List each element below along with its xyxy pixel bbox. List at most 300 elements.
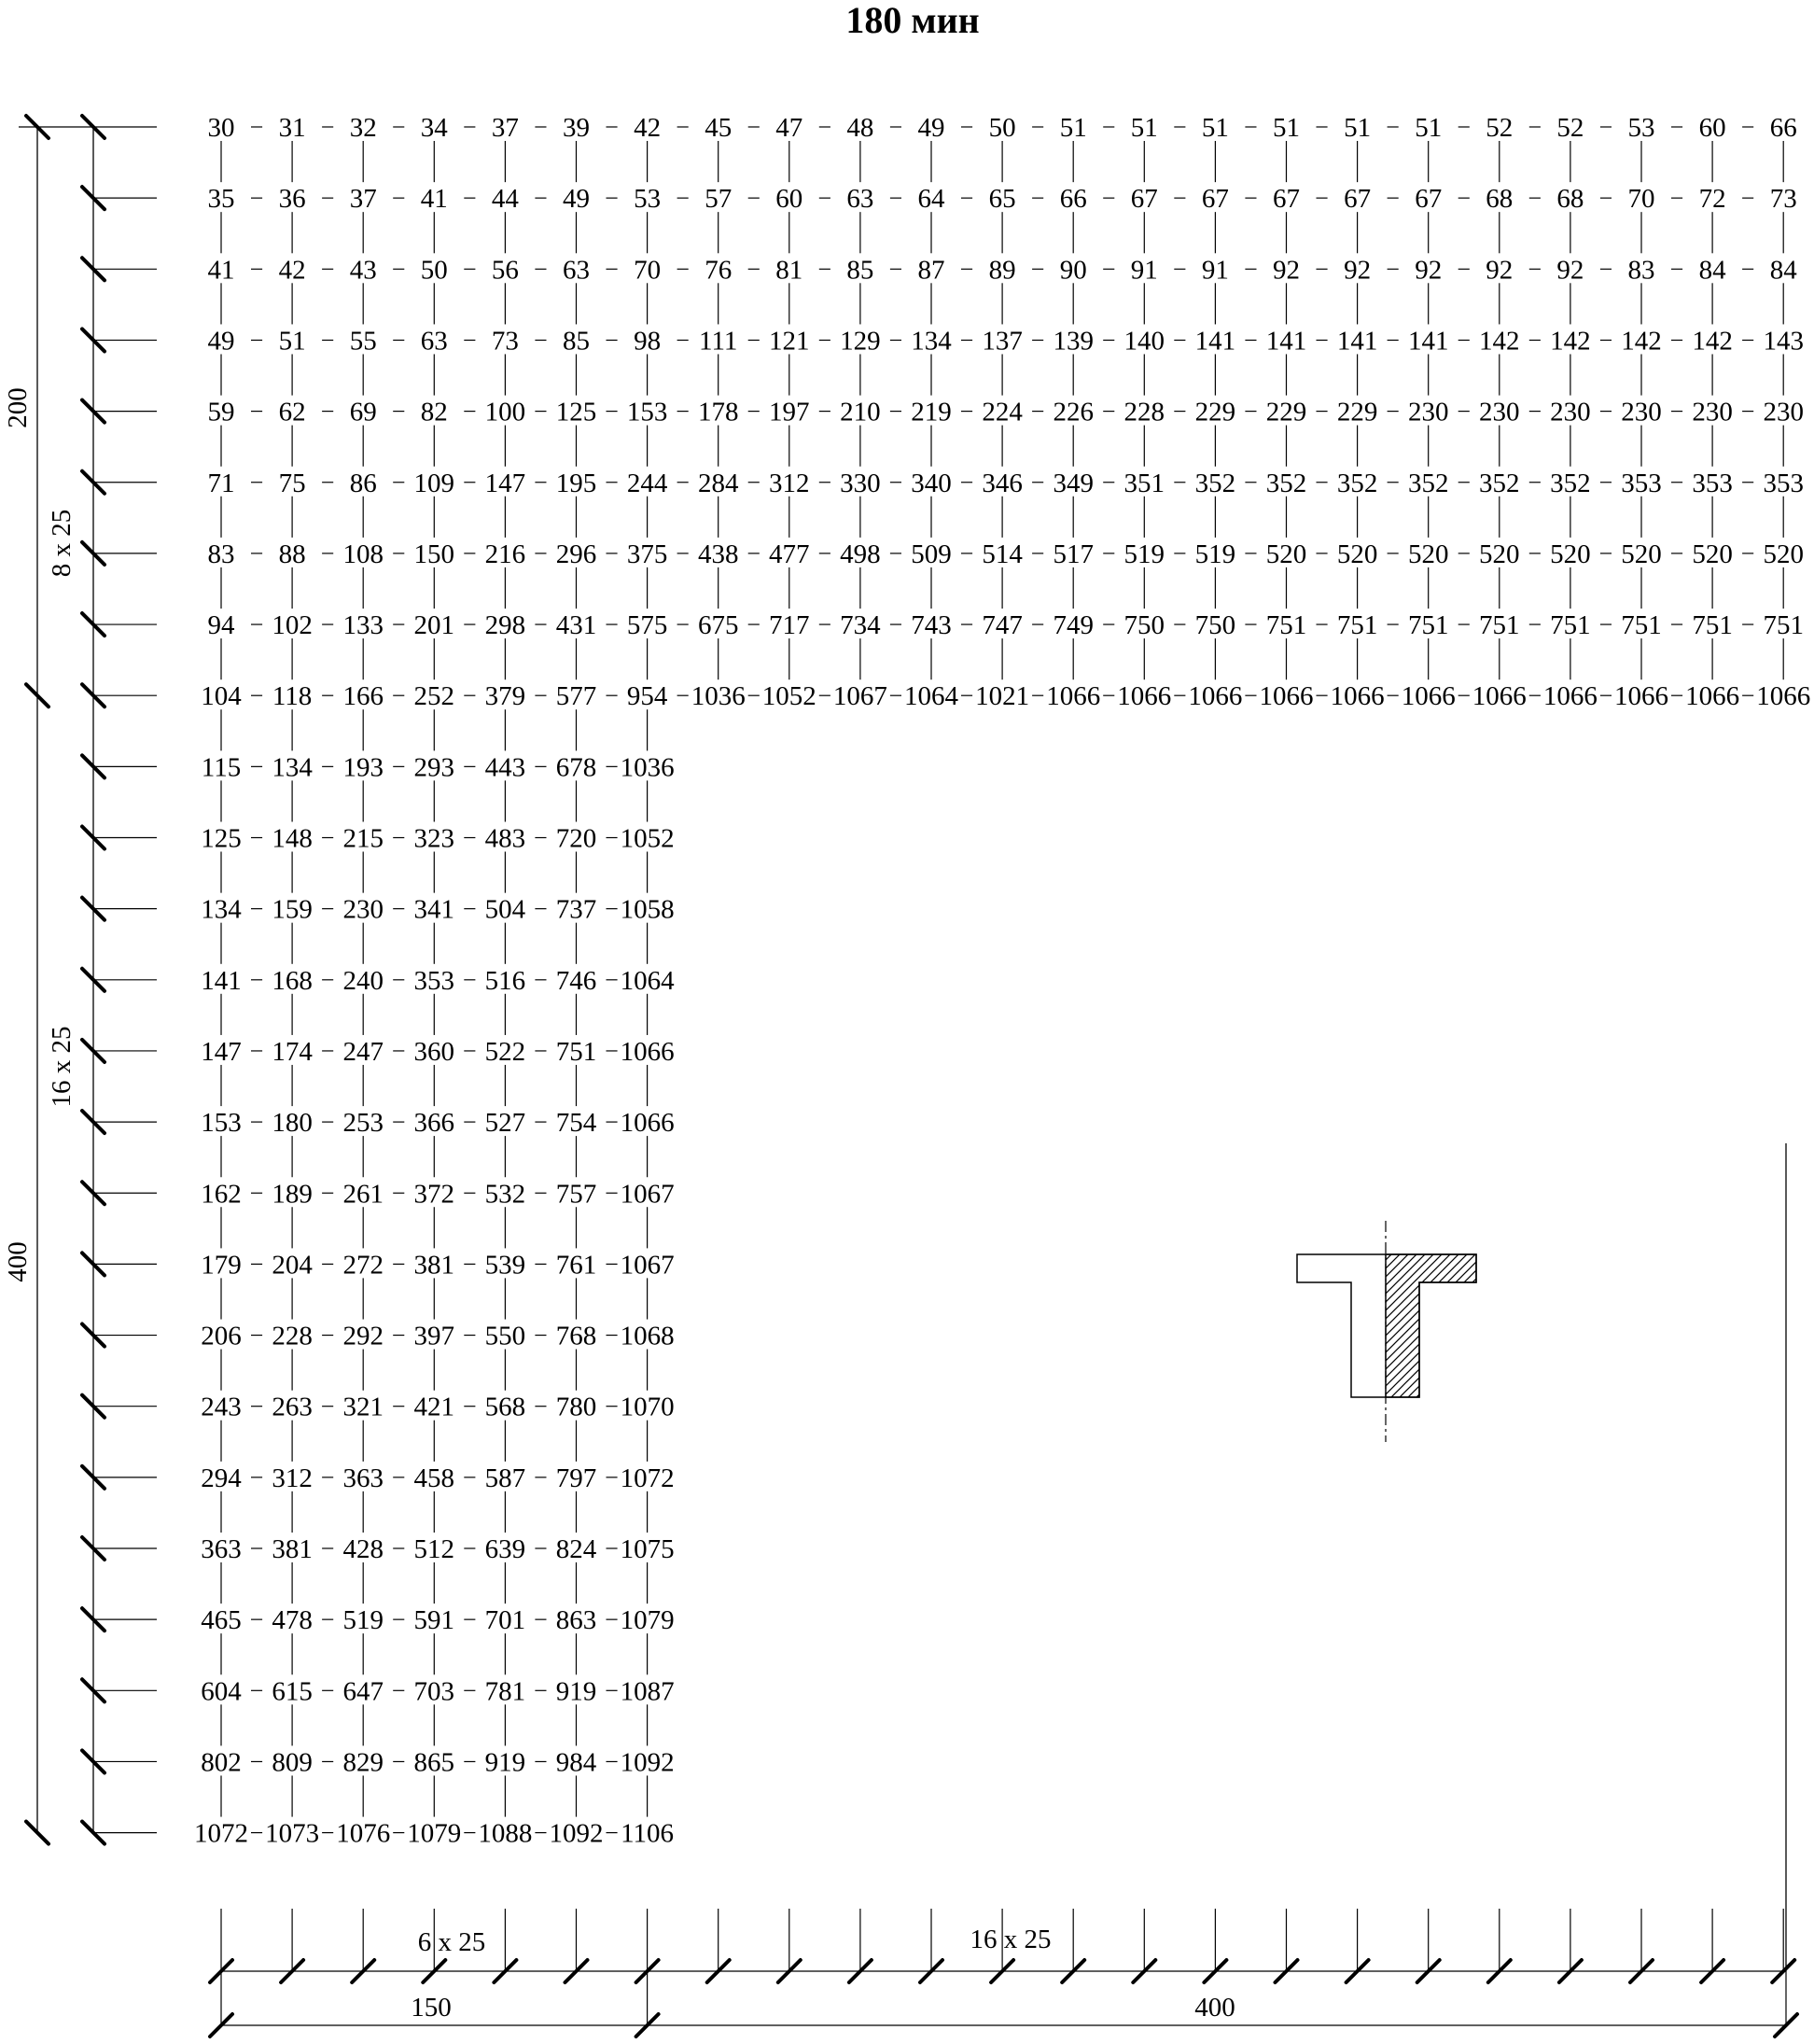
grid-value: 141	[1407, 326, 1449, 357]
grid-value: 41	[420, 184, 448, 215]
grid-value: 63	[846, 184, 874, 215]
grid-value: 166	[342, 681, 384, 712]
grid-value: 189	[272, 1179, 313, 1210]
grid-value: 92	[1344, 255, 1372, 286]
grid-value: 520	[1479, 539, 1520, 569]
grid-value: 353	[1621, 468, 1662, 498]
grid-value: 1066	[620, 1108, 675, 1139]
grid-value: 174	[272, 1036, 313, 1067]
grid-value: 1066	[620, 1036, 675, 1067]
grid-value: 49	[563, 184, 590, 215]
grid-value: 143	[1763, 326, 1804, 357]
grid-value: 230	[1621, 397, 1662, 427]
grid-value: 1066	[1614, 681, 1668, 712]
grid-value: 1066	[1401, 681, 1456, 712]
grid-value: 206	[201, 1321, 242, 1351]
grid-value: 591	[413, 1605, 455, 1636]
grid-value: 53	[634, 184, 662, 215]
grid-value: 147	[484, 468, 526, 498]
grid-value: 42	[278, 255, 306, 286]
grid-value: 519	[1194, 539, 1236, 569]
grid-value: 438	[697, 539, 739, 569]
grid-value: 1066	[1046, 681, 1101, 712]
grid-value: 1066	[1259, 681, 1314, 712]
grid-value: 51	[278, 326, 306, 357]
grid-value: 1079	[407, 1818, 462, 1849]
grid-value: 51	[1344, 113, 1372, 143]
grid-value: 230	[342, 894, 384, 925]
grid-value: 516	[484, 965, 526, 996]
diagram-title: 180 мин	[845, 0, 980, 41]
grid-value: 292	[342, 1321, 384, 1351]
t-section-icon	[1297, 1221, 1476, 1442]
grid-value: 39	[563, 113, 590, 143]
grid-value: 346	[982, 468, 1023, 498]
grid-value: 751	[555, 1036, 597, 1067]
grid-value: 91	[1130, 255, 1158, 286]
grid-value: 577	[555, 681, 597, 712]
grid-value: 70	[1627, 184, 1655, 215]
grid-value: 125	[201, 823, 242, 854]
grid-value: 360	[413, 1036, 455, 1067]
grid-value: 1066	[1685, 681, 1740, 712]
grid-value: 92	[1556, 255, 1584, 286]
grid-value: 465	[201, 1605, 242, 1636]
grid-value: 92	[1486, 255, 1514, 286]
grid-value: 139	[1053, 326, 1094, 357]
grid-value: 743	[911, 610, 952, 641]
grid-value: 477	[769, 539, 810, 569]
grid-value: 1067	[832, 681, 887, 712]
grid-value: 1021	[975, 681, 1030, 712]
grid-value: 1052	[620, 823, 675, 854]
grid-value: 520	[1265, 539, 1307, 569]
grid-value: 919	[484, 1747, 526, 1778]
grid-value: 230	[1550, 397, 1591, 427]
grid-value: 519	[1123, 539, 1165, 569]
grid-value: 293	[413, 752, 455, 783]
grid-value: 520	[1550, 539, 1591, 569]
grid-value: 150	[413, 539, 455, 569]
grid-value: 129	[840, 326, 881, 357]
grid-value: 210	[840, 397, 881, 427]
grid-value: 353	[1692, 468, 1733, 498]
grid-value: 550	[484, 1321, 526, 1351]
grid-value: 1068	[620, 1321, 675, 1351]
grid-value: 226	[1053, 397, 1094, 427]
grid-value: 372	[413, 1179, 455, 1210]
grid-value: 1066	[1117, 681, 1172, 712]
grid-value: 195	[555, 468, 597, 498]
grid-value: 51	[1130, 113, 1158, 143]
grid-value: 34	[420, 113, 448, 143]
grid-value: 312	[272, 1463, 313, 1493]
grid-value: 520	[1407, 539, 1449, 569]
grid-value: 102	[272, 610, 313, 641]
grid-value: 50	[420, 255, 448, 286]
grid-value: 92	[1415, 255, 1443, 286]
grid-value: 142	[1692, 326, 1733, 357]
grid-value: 428	[342, 1534, 384, 1564]
grid-value: 352	[1550, 468, 1591, 498]
grid-value: 90	[1059, 255, 1087, 286]
grid-value: 168	[272, 965, 313, 996]
grid-value: 47	[775, 113, 803, 143]
grid-value: 229	[1336, 397, 1378, 427]
grid-value: 147	[201, 1036, 242, 1067]
grid-value: 1064	[904, 681, 958, 712]
grid-value: 1087	[620, 1676, 675, 1707]
grid-value: 1076	[336, 1818, 391, 1849]
grid-value: 751	[1265, 610, 1307, 641]
grid-value: 178	[697, 397, 739, 427]
grid-value: 60	[775, 184, 803, 215]
grid-value: 363	[201, 1534, 242, 1564]
grid-value: 352	[1336, 468, 1378, 498]
grid-value: 431	[555, 610, 597, 641]
grid-value: 219	[911, 397, 952, 427]
grid-value: 64	[917, 184, 945, 215]
grid-value: 675	[697, 610, 739, 641]
grid-value: 1106	[621, 1818, 675, 1849]
grid-value: 352	[1265, 468, 1307, 498]
grid-value: 261	[342, 1179, 384, 1210]
grid-value: 86	[349, 468, 377, 498]
grid-value: 780	[555, 1392, 597, 1422]
grid-value: 140	[1123, 326, 1165, 357]
grid-value: 85	[563, 326, 590, 357]
grid-value: 517	[1053, 539, 1094, 569]
grid-value: 824	[555, 1534, 597, 1564]
grid-value: 153	[626, 397, 668, 427]
grid-value: 66	[1769, 113, 1797, 143]
grid-value: 142	[1621, 326, 1662, 357]
grid-value: 340	[911, 468, 952, 498]
grid-value: 647	[342, 1676, 384, 1707]
grid-value: 1067	[620, 1250, 675, 1281]
grid-value: 263	[272, 1392, 313, 1422]
grid-value: 65	[988, 184, 1016, 215]
grid-value: 31	[278, 113, 306, 143]
grid-value: 111	[699, 326, 738, 357]
grid-value: 1067	[620, 1179, 675, 1210]
grid-value: 321	[342, 1392, 384, 1422]
grid-value: 216	[484, 539, 526, 569]
grid-value: 37	[349, 184, 377, 215]
grid-value: 615	[272, 1676, 313, 1707]
grid-value: 512	[413, 1534, 455, 1564]
grid-value: 83	[1627, 255, 1655, 286]
grid-value: 69	[349, 397, 377, 427]
grid-value: 604	[201, 1676, 242, 1707]
grid-value: 83	[207, 539, 235, 569]
grid-value: 746	[555, 965, 597, 996]
dim-bottom-inner-left: 6 x 25	[417, 1927, 486, 1957]
grid-value: 247	[342, 1036, 384, 1067]
grid-value: 421	[413, 1392, 455, 1422]
grid-value: 478	[272, 1605, 313, 1636]
grid-value: 51	[1201, 113, 1229, 143]
dim-left-outer-top: 200	[3, 387, 33, 428]
grid-value: 193	[342, 752, 384, 783]
grid-value: 1079	[620, 1605, 675, 1636]
grid-value: 522	[484, 1036, 526, 1067]
grid-value: 71	[207, 468, 235, 498]
grid-value: 1064	[620, 965, 675, 996]
grid-value: 768	[555, 1321, 597, 1351]
grid-value: 134	[272, 752, 313, 783]
grid-value: 353	[1763, 468, 1804, 498]
grid-value: 761	[555, 1250, 597, 1281]
grid-value: 243	[201, 1392, 242, 1422]
grid-value: 330	[840, 468, 881, 498]
grid-value: 678	[555, 752, 597, 783]
grid-value: 62	[278, 397, 306, 427]
grid-value: 108	[342, 539, 384, 569]
grid-value: 520	[1336, 539, 1378, 569]
grid-value: 809	[272, 1747, 313, 1778]
grid-value: 519	[342, 1605, 384, 1636]
grid-value: 532	[484, 1179, 526, 1210]
grid-value: 352	[1479, 468, 1520, 498]
dim-left-inner-top: 8 x 25	[47, 509, 77, 578]
grid-value: 228	[1123, 397, 1165, 427]
grid-value: 1058	[620, 894, 675, 925]
grid-value: 1066	[1330, 681, 1385, 712]
grid-value: 240	[342, 965, 384, 996]
grid-value: 1066	[1188, 681, 1243, 712]
grid-value: 204	[272, 1250, 313, 1281]
grid-value: 639	[484, 1534, 526, 1564]
grid-value: 514	[982, 539, 1023, 569]
grid-value: 865	[413, 1747, 455, 1778]
grid-value: 121	[769, 326, 810, 357]
grid-value: 381	[272, 1534, 313, 1564]
grid-value: 1072	[194, 1818, 248, 1849]
grid-value: 829	[342, 1747, 384, 1778]
grid-value: 60	[1698, 113, 1726, 143]
grid-value: 284	[697, 468, 739, 498]
grid-value: 366	[413, 1108, 455, 1139]
grid-value: 118	[272, 681, 313, 712]
grid-value: 98	[634, 326, 662, 357]
grid-value: 381	[413, 1250, 455, 1281]
grid-value: 148	[272, 823, 313, 854]
grid-value: 49	[207, 326, 235, 357]
grid-value: 230	[1407, 397, 1449, 427]
grid-value: 85	[846, 255, 874, 286]
grid-value: 109	[413, 468, 455, 498]
grid-value: 73	[1769, 184, 1797, 215]
grid-value: 298	[484, 610, 526, 641]
grid-value: 751	[1763, 610, 1804, 641]
grid-value: 539	[484, 1250, 526, 1281]
grid-value: 750	[1194, 610, 1236, 641]
grid-value: 229	[1194, 397, 1236, 427]
grid-value: 1066	[1756, 681, 1811, 712]
grid-value: 50	[988, 113, 1016, 143]
grid-value: 520	[1621, 539, 1662, 569]
grid-value: 244	[626, 468, 668, 498]
grid-value: 1036	[620, 752, 675, 783]
grid-value: 296	[555, 539, 597, 569]
grid-value: 1066	[1472, 681, 1527, 712]
grid-value: 37	[491, 113, 519, 143]
grid-value: 230	[1763, 397, 1804, 427]
grid-value: 67	[1415, 184, 1443, 215]
grid-value: 294	[201, 1463, 242, 1493]
grid-value: 35	[207, 184, 235, 215]
grid-value: 141	[201, 965, 242, 996]
grid-value: 781	[484, 1676, 526, 1707]
grid-value: 141	[1265, 326, 1307, 357]
grid-value: 201	[413, 610, 455, 641]
dim-left-outer-bottom: 400	[3, 1241, 33, 1282]
grid-value: 68	[1556, 184, 1584, 215]
grid-value: 52	[1486, 113, 1514, 143]
grid-value: 142	[1550, 326, 1591, 357]
grid-value: 92	[1273, 255, 1300, 286]
grid-value: 63	[563, 255, 590, 286]
grid-value: 527	[484, 1108, 526, 1139]
grid-value: 568	[484, 1392, 526, 1422]
grid-value: 587	[484, 1463, 526, 1493]
grid-value: 142	[1479, 326, 1520, 357]
grid-value: 1052	[761, 681, 816, 712]
grid-value: 520	[1692, 539, 1733, 569]
dim-bottom-inner-right: 16 x 25	[970, 1925, 1052, 1954]
grid-value: 498	[840, 539, 881, 569]
grid-value: 215	[342, 823, 384, 854]
grid-value: 575	[626, 610, 668, 641]
grid-value: 68	[1486, 184, 1514, 215]
grid-value: 179	[201, 1250, 242, 1281]
grid-value: 84	[1698, 255, 1726, 286]
grid-value: 737	[555, 894, 597, 925]
grid-value: 49	[917, 113, 945, 143]
grid-value: 349	[1053, 468, 1094, 498]
grid-value: 36	[278, 184, 306, 215]
grid-value: 352	[1407, 468, 1449, 498]
grid-value: 63	[420, 326, 448, 357]
grid-value: 51	[1415, 113, 1443, 143]
grid-value: 252	[413, 681, 455, 712]
grid-value: 323	[413, 823, 455, 854]
grid-value: 363	[342, 1463, 384, 1493]
grid-value: 45	[705, 113, 733, 143]
grid-value: 57	[705, 184, 733, 215]
grid-value: 42	[634, 113, 662, 143]
grid-value: 141	[1194, 326, 1236, 357]
grid-value: 749	[1053, 610, 1094, 641]
grid-value: 100	[484, 397, 526, 427]
grid-value: 750	[1123, 610, 1165, 641]
grid-value: 73	[491, 326, 519, 357]
dim-bottom-outer-right: 400	[1194, 1993, 1235, 2023]
grid-value: 30	[207, 113, 235, 143]
grid-value: 134	[911, 326, 952, 357]
grid-value: 162	[201, 1179, 242, 1210]
grid-value: 751	[1621, 610, 1662, 641]
grid-value: 734	[840, 610, 881, 641]
grid-value: 919	[555, 1676, 597, 1707]
grid-value: 230	[1692, 397, 1733, 427]
grid-value: 66	[1059, 184, 1087, 215]
grid-value: 757	[555, 1179, 597, 1210]
grid-value: 229	[1265, 397, 1307, 427]
grid-value: 379	[484, 681, 526, 712]
grid-value: 125	[555, 397, 597, 427]
grid-value: 137	[982, 326, 1023, 357]
grid-value: 1072	[620, 1463, 675, 1493]
grid-value: 802	[201, 1747, 242, 1778]
grid-value: 1092	[549, 1818, 604, 1849]
dim-bottom-outer-left: 150	[411, 1993, 452, 2023]
grid-value: 797	[555, 1463, 597, 1493]
grid-value: 483	[484, 823, 526, 854]
grid-value: 984	[555, 1747, 597, 1778]
grid-value: 81	[775, 255, 803, 286]
grid-value: 228	[272, 1321, 313, 1351]
grid-value: 44	[491, 184, 519, 215]
grid-value: 1092	[620, 1747, 675, 1778]
grid-value: 751	[1479, 610, 1520, 641]
grid-value: 197	[769, 397, 810, 427]
grid-value: 41	[207, 255, 235, 286]
grid-value: 1073	[265, 1818, 320, 1849]
grid-value: 76	[705, 255, 733, 286]
dim-left-inner-bottom: 16 x 25	[47, 1026, 77, 1108]
grid-value: 751	[1407, 610, 1449, 641]
grid-value: 751	[1550, 610, 1591, 641]
grid-value: 32	[349, 113, 377, 143]
grid-value: 134	[201, 894, 242, 925]
grid-value: 504	[484, 894, 526, 925]
grid-value: 954	[626, 681, 668, 712]
grid-value: 51	[1059, 113, 1087, 143]
grid-value: 253	[342, 1108, 384, 1139]
grid-value: 88	[278, 539, 306, 569]
grid-value: 89	[988, 255, 1016, 286]
grid-value: 458	[413, 1463, 455, 1493]
grid-value: 443	[484, 752, 526, 783]
grid-value: 1070	[620, 1392, 675, 1422]
grid-value: 75	[278, 468, 306, 498]
grid-value: 751	[1692, 610, 1733, 641]
grid-value: 520	[1763, 539, 1804, 569]
grid-value: 754	[555, 1108, 597, 1139]
grid-value: 375	[626, 539, 668, 569]
grid-value: 52	[1556, 113, 1584, 143]
grid-value: 67	[1130, 184, 1158, 215]
grid-value: 141	[1336, 326, 1378, 357]
grid-value: 272	[342, 1250, 384, 1281]
grid-value: 1088	[478, 1818, 533, 1849]
grid-value: 1075	[620, 1534, 675, 1564]
grid-value: 53	[1627, 113, 1655, 143]
grid-value: 352	[1194, 468, 1236, 498]
grid-value: 747	[982, 610, 1023, 641]
grid-value: 43	[349, 255, 377, 286]
grid-value: 1036	[691, 681, 746, 712]
grid-value: 56	[491, 255, 519, 286]
grid-value: 509	[911, 539, 952, 569]
grid-value: 230	[1479, 397, 1520, 427]
grid-value: 397	[413, 1321, 455, 1351]
grid-value: 180	[272, 1108, 313, 1139]
grid-value: 104	[201, 681, 242, 712]
grid-value: 863	[555, 1605, 597, 1636]
